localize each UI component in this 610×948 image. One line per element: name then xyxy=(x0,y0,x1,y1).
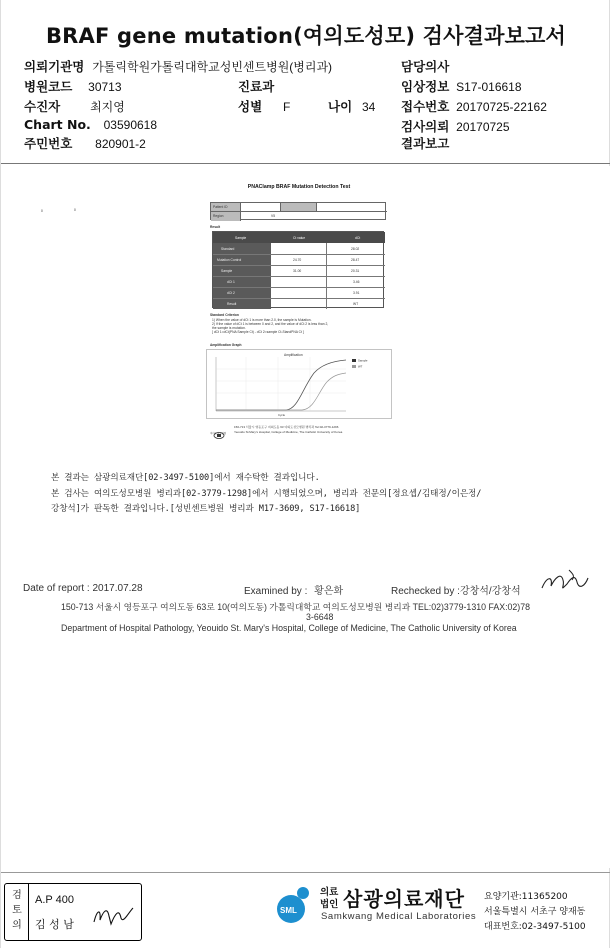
criteria-line: 2) If the value of dCt 1 is between 0 and 2, and the value of dCt 2 is less than 2, xyxy=(212,322,329,326)
row-value: 28.02 xyxy=(351,247,360,251)
lab-footer-line: 150-713 서울시 영등포구 여의도동 63 여의도성모병원 병리과 Tel:02-3779-1296 xyxy=(234,425,339,429)
criteria-heading: Standard Criterion xyxy=(210,313,239,317)
department-line: Department of Hospital Pathology, Yeouido St. Mary's Hospital, College of Medicine, The Catholic University of Korea xyxy=(61,623,517,633)
receipt-value: 20170725-22162 xyxy=(456,100,547,114)
care-code: 요양기관:11365200 xyxy=(484,892,568,902)
statement-line: 본 결과는 삼광의료재단[02-3497-5100]에서 재수탁한 결과입니다. xyxy=(51,473,320,483)
amplification-heading: Amplification Graph xyxy=(210,343,242,347)
row-ct: 31.00 xyxy=(293,269,302,273)
attending-label: 담당의사 xyxy=(401,59,450,74)
test-title: PNAClamp BRAF Mutation Detection Test xyxy=(247,184,351,190)
row-ct: 24.70 xyxy=(293,258,302,262)
clinical-info-value: S17-016618 xyxy=(456,80,522,94)
criteria-line: 1) When the value of dCt 1 is more than 2.0, the sample is Mutation. xyxy=(212,318,312,322)
department-label: 진료과 xyxy=(238,79,275,94)
patient-label: 수진자 xyxy=(24,99,61,114)
reviewer-signature xyxy=(91,902,137,928)
age-label: 나이 xyxy=(328,99,353,114)
row-value: 20.31 xyxy=(351,269,360,273)
rechecked-label: Rechecked by : xyxy=(391,586,460,597)
resident-value: 820901-2 xyxy=(95,137,146,151)
row-label: Mutation Control xyxy=(217,258,242,262)
request-value: 20170725 xyxy=(456,120,510,134)
row-value: 28.47 xyxy=(351,258,360,262)
results-table xyxy=(212,231,384,308)
row-label: dCt 1 xyxy=(227,280,235,284)
institution-label: 의뢰기관명 xyxy=(24,59,85,74)
report-result-row xyxy=(401,134,449,152)
sml-logo-icon xyxy=(273,885,313,927)
col-header: Ct value xyxy=(293,236,306,240)
pnaclamp-sheet xyxy=(204,180,394,442)
corp-label-line: 법인 xyxy=(320,899,339,910)
criteria-line: the sample is mutation. xyxy=(212,326,246,330)
row-label: dCt 2 xyxy=(227,291,235,295)
result-heading: Result xyxy=(210,225,221,229)
hospital-code-row xyxy=(24,77,122,95)
report-date-value: 2017.07.28 xyxy=(92,583,143,594)
header-divider xyxy=(1,163,610,164)
scanned-report xyxy=(1,166,610,868)
amplification-graph xyxy=(206,349,392,419)
criteria-line: [ dCt 1=dCt(PNA Sample Ct) - dCt 2=sample Ct-StandPNA Ct ] xyxy=(212,330,304,334)
org-address: 서울특별시 서초구 양재동 xyxy=(484,907,586,917)
stamp-label: 검토의 xyxy=(12,890,22,931)
hospital-code-value: 30713 xyxy=(88,80,122,94)
sml-logo-text: SML xyxy=(280,906,297,915)
receipt-row xyxy=(401,97,547,115)
reviewer-stamp xyxy=(4,883,142,941)
clinical-info-row xyxy=(401,77,522,95)
hospital-code-label: 병원코드 xyxy=(24,79,73,94)
resident-label: 주민번호 xyxy=(24,136,73,151)
rechecked-value: 강창석/강창석 xyxy=(459,586,521,597)
rechecked-by xyxy=(391,582,521,597)
address-line: 150-713 서울시 영등포구 여의도동 63로 10(여의도동) 가톨릭대학교 여의도성모병원 병리과 TEL:02)3779-1310 FAX:02)78 xyxy=(61,602,531,612)
region-value: V5 xyxy=(271,214,276,218)
col-header: Sample xyxy=(235,236,247,240)
row-value: WT xyxy=(353,302,359,306)
chart-label: Chart No. xyxy=(24,117,91,132)
statement-line: 본 검사는 여의도성모병원 병리과[02-3779-1298]에서 시행되었으며, 병리과 전문의[정요셉/김태정/이은정/ xyxy=(51,489,482,499)
patient-id-label: Patient ID xyxy=(213,205,228,209)
graph-xlabel: Cycle xyxy=(278,413,285,417)
corp-label xyxy=(320,887,338,911)
row-label: Result xyxy=(227,302,237,306)
report-date xyxy=(23,583,143,594)
report-date-label: Date of report : xyxy=(23,583,90,594)
institution-row xyxy=(24,57,332,75)
report-title: BRAF gene mutation(여의도성모) 검사결과보고서 xyxy=(45,24,567,48)
margin-mark: 0 xyxy=(41,209,43,213)
examined-by xyxy=(244,582,343,597)
department-row xyxy=(238,77,274,95)
institution-value: 가톨릭학원가톨릭대학교성빈센트병원(병리과) xyxy=(92,60,333,74)
examined-label: Examined by : xyxy=(244,586,308,597)
patient-row xyxy=(24,97,125,115)
lab-logo-text: 여의도성모병원 xyxy=(210,432,227,435)
legend-swatch xyxy=(352,359,356,362)
attending-label-wrap xyxy=(401,57,449,75)
corp-label-line: 의료 xyxy=(320,887,339,898)
statement-line: 강창석]가 판독한 결과입니다.[성빈센트병원 병리과 M17-3609, S17-16618] xyxy=(51,504,361,514)
row-value: 3.91 xyxy=(353,291,360,295)
col-header: dCt xyxy=(355,236,361,240)
legend-item: WT xyxy=(358,364,363,369)
bottom-bar xyxy=(1,872,610,948)
chart-value: 03590618 xyxy=(103,118,158,132)
margin-mark: 0 xyxy=(74,208,76,212)
row-label: Sample xyxy=(221,269,233,273)
stamp-code: A.P 400 xyxy=(35,894,74,906)
patient-value: 최지영 xyxy=(90,100,125,114)
request-row xyxy=(401,117,510,135)
pathologist-signature xyxy=(539,566,591,598)
resident-row xyxy=(24,134,146,152)
org-name-en: Samkwang Medical Laboratories xyxy=(321,911,477,922)
age-row xyxy=(328,97,375,115)
clinical-info-label: 임상정보 xyxy=(401,79,450,94)
region-label: Region xyxy=(213,214,224,218)
row-label: Standard xyxy=(221,247,235,251)
age-value: 34 xyxy=(361,100,376,114)
org-name: 삼광의료재단 xyxy=(343,887,465,911)
sex-row xyxy=(238,97,290,115)
graph-title: Amplification xyxy=(284,353,303,357)
org-phone: 대표번호:02-3497-5100 xyxy=(484,922,586,932)
receipt-label: 접수번호 xyxy=(401,99,450,114)
row-value: 3.46 xyxy=(353,280,360,284)
patient-table xyxy=(210,202,386,220)
lab-footer-line: Yeouido St.Mary's Hospital, College of Medicine, The Catholic University of Korea xyxy=(234,430,343,434)
chart-row xyxy=(24,117,157,132)
legend-swatch xyxy=(352,365,356,368)
sex-value: F xyxy=(282,100,291,114)
legend-item: Sample xyxy=(358,358,368,363)
report-result-label: 결과보고 xyxy=(401,136,450,151)
stamp-name: 김 성 남 xyxy=(35,918,74,931)
address-line: 3-6648 xyxy=(306,612,334,622)
examined-value: 황은화 xyxy=(314,586,344,597)
sex-label: 성별 xyxy=(238,99,263,114)
request-label: 검사의뢰 xyxy=(401,119,450,134)
lab-logo xyxy=(212,424,226,434)
